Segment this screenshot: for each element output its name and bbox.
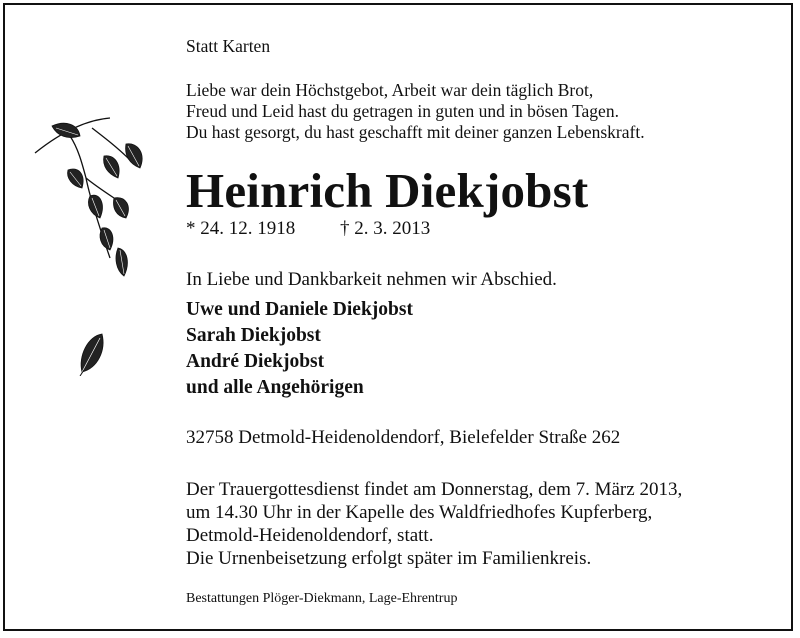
deceased-name: Heinrich Diekjobst [186, 163, 589, 218]
birch-branch-icon [30, 108, 160, 288]
notice-header: Statt Karten [186, 36, 271, 56]
service-line: Der Trauergottesdienst findet am Donnerstag, dem 7. März 2013, [186, 479, 683, 500]
undertaker-credit: Bestattungen Plöger-Diekmann, Lage-Ehrentrup [186, 591, 458, 606]
service-line: Die Urnenbeisetzung erfolgt später im Familienkreis. [186, 548, 592, 569]
service-line: Detmold-Heidenoldendorf, statt. [186, 525, 434, 546]
falling-leaf-icon [76, 330, 108, 376]
birth-date: * 24. 12. 1918 [186, 218, 296, 239]
poem-line: Freud und Leid hast du getragen in guten und in bösen Tagen. [186, 101, 619, 121]
family-address: 32758 Detmold-Heidenoldendorf, Bielefelder Straße 262 [186, 427, 621, 448]
service-line: um 14.30 Uhr in der Kapelle des Waldfriedhofes Kupferberg, [186, 502, 653, 523]
death-date: † 2. 3. 2013 [340, 218, 431, 239]
mourner-name: André Diekjobst [186, 351, 325, 372]
memorial-poem [186, 80, 645, 143]
service-details [186, 478, 682, 570]
poem-line: Liebe war dein Höchstgebot, Arbeit war dein täglich Brot, [186, 80, 594, 100]
poem-line: Du hast gesorgt, du hast geschafft mit deiner ganzen Lebenskraft. [186, 122, 645, 142]
mourner-name: und alle Angehörigen [186, 377, 364, 398]
farewell-line: In Liebe und Dankbarkeit nehmen wir Abschied. [186, 269, 557, 290]
mourner-name: Uwe und Daniele Diekjobst [186, 299, 413, 320]
mourner-name: Sarah Diekjobst [186, 325, 321, 346]
